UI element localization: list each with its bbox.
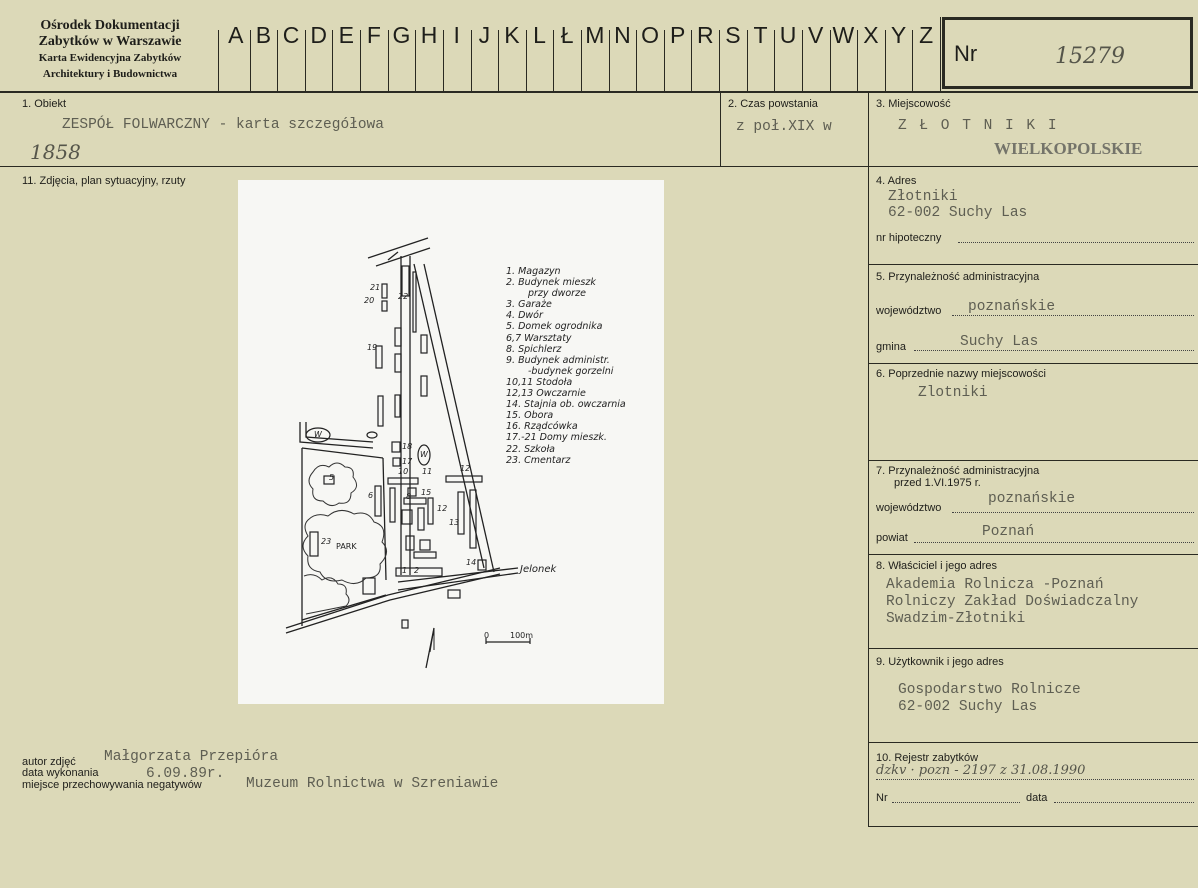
map-label-1: 1: [402, 566, 408, 575]
divider: [218, 30, 219, 92]
map-label-11: 11: [422, 467, 433, 476]
wlasciciel-line2: Rolniczy Zakład Doświadczalny: [886, 594, 1139, 610]
map-label-15: 15: [421, 488, 432, 497]
rejestr-top-line: [876, 779, 1194, 780]
divider: [868, 826, 1198, 827]
przed1975-woj-value: poznańskie: [988, 491, 1076, 507]
map-label-w-north: W: [420, 450, 428, 459]
alphabet-divider: [498, 30, 499, 92]
map-label-6: 6: [368, 491, 374, 500]
alphabet-divider: [912, 30, 913, 92]
miejsce-label: miejsce przechowywania negatywów: [22, 779, 202, 791]
legend-item: 1. Magazyn: [506, 266, 561, 277]
alphabet-divider: [250, 30, 251, 92]
legend-item: 6,7 Warsztaty: [506, 332, 572, 344]
alphabet-letter: N: [614, 22, 631, 48]
alphabet-divider: [774, 30, 775, 92]
legend-item: 5. Domek ogrodnika: [506, 321, 603, 333]
divider: [868, 363, 1198, 364]
legend-item: 3. Garaże: [506, 299, 552, 311]
alphabet-letter: M: [585, 22, 605, 48]
legend-item: 15. Obora: [506, 410, 554, 422]
map-label-w-west: W: [314, 430, 322, 439]
alphabet-divider: [691, 30, 692, 92]
legend-item: 14. Stajnia ob. owczarnia: [506, 399, 626, 411]
obiekt-handwritten-number: 1858: [30, 140, 81, 164]
data-wykonania-value: 6.09.89r.: [146, 766, 225, 782]
divider: [868, 460, 1198, 461]
alphabet-letter: P: [669, 22, 686, 48]
number-value: 15279: [1055, 44, 1125, 69]
alphabet-letter: T: [753, 22, 768, 48]
site-plan-photo: [238, 180, 664, 704]
alphabet-divider: [885, 30, 886, 92]
adres-label: 4. Adres: [876, 175, 917, 187]
alphabet-letter: V: [808, 22, 824, 48]
alphabet-divider: [388, 30, 389, 92]
alphabet-letter: C: [282, 22, 300, 48]
zdjecia-label: 11. Zdjęcia, plan sytuacyjny, rzuty: [22, 175, 186, 187]
hipoteczny-label: nr hipoteczny: [876, 232, 942, 244]
alphabet-letter: Z: [919, 22, 934, 48]
miejscowosc-label: 3. Miejscowość: [876, 98, 951, 110]
map-label-19: 19: [367, 343, 378, 352]
legend-item: 9. Budynek administr.: [506, 354, 610, 366]
map-label-21: 21: [370, 283, 381, 292]
poprzednie-value: Zlotniki: [918, 385, 988, 401]
map-label-12b: 12: [437, 504, 448, 513]
alphabet-letter: O: [641, 22, 659, 48]
alphabet-divider: [830, 30, 831, 92]
alphabet-letter: W: [832, 22, 855, 48]
alphabet-letter: K: [504, 22, 520, 48]
wlasciciel-line3: Swadzim-Złotniki: [886, 611, 1026, 627]
adres-line1: Złotniki: [888, 189, 958, 205]
przynaleznosc-label: 5. Przynależność administracyjna: [876, 271, 1040, 283]
organization-header: [10, 18, 210, 82]
wojewodztwo-label: województwo: [876, 305, 942, 317]
map-scale-zero: 0: [484, 631, 490, 640]
rejestr-nr-label: Nr: [876, 792, 888, 804]
alphabet-letter: U: [779, 22, 797, 48]
org-line-4: Architektury i Budownictwa: [42, 68, 178, 80]
alphabet-divider: [415, 30, 416, 92]
legend-item: 16. Rządcówka: [506, 421, 578, 433]
wlasciciel-line1: Akademia Rolnicza -Poznań: [886, 577, 1104, 593]
wlasciciel-label: 8. Właściciel i jego adres: [876, 560, 998, 572]
przed1975-label-1: 7. Przynależność administracyjna: [876, 465, 1040, 477]
przed1975-woj-line: [952, 512, 1194, 513]
map-road-label: Jelonek: [520, 564, 557, 575]
powiat-value: Poznań: [982, 524, 1035, 540]
legend-item: 23. Cmentarz: [506, 454, 571, 466]
miejscowosc-stamp: WIELKOPOLSKIE: [994, 139, 1143, 158]
org-line-2: Zabytków w Warszawie: [38, 34, 182, 49]
map-label-5: 5: [329, 473, 335, 482]
map-label-23: 23: [321, 537, 332, 546]
data-wykonania-label: data wykonania: [22, 767, 99, 779]
divider: [0, 166, 1198, 167]
rejestr-data-line: [1054, 802, 1194, 803]
map-label-2: 2: [414, 566, 420, 575]
org-line-3: Karta Ewidencyjna Zabytków: [38, 52, 182, 64]
gmina-line: [914, 350, 1194, 351]
map-label-13: 13: [449, 518, 460, 527]
legend-item: 17.-21 Domy mieszk.: [506, 432, 607, 444]
legend-item: przy dworze: [528, 288, 586, 300]
legend-item: 4. Dwór: [506, 310, 543, 322]
number-label: Nr: [954, 41, 978, 66]
powiat-label: powiat: [876, 532, 908, 544]
alphabet-divider: [636, 30, 637, 92]
divider: [868, 742, 1198, 743]
divider: [720, 91, 721, 167]
alphabet-letter: R: [696, 22, 714, 48]
alphabet-letter: F: [366, 22, 381, 48]
rejestr-label: 10. Rejestr zabytków: [876, 752, 979, 764]
obiekt-value: ZESPÓŁ FOLWARCZNY - karta szczegółowa: [62, 117, 384, 133]
poprzednie-label: 6. Poprzednie nazwy miejscowości: [876, 368, 1046, 380]
alphabet-letter: A: [228, 22, 244, 48]
alphabet-letter: I: [453, 22, 460, 48]
map-label-8: 8: [406, 492, 412, 501]
alphabet-divider: [719, 30, 720, 92]
alphabet-letter: E: [338, 22, 354, 48]
divider: [868, 264, 1198, 265]
map-label-17: 17: [402, 457, 413, 466]
gmina-label: gmina: [876, 341, 906, 353]
alphabet-divider: [747, 30, 748, 92]
legend-item: 10,11 Stodoła: [506, 376, 573, 388]
autor-label: autor zdjęć: [22, 756, 76, 768]
map-label-12: 12: [460, 464, 471, 473]
hipoteczny-line: [958, 242, 1194, 243]
alphabet-divider: [360, 30, 361, 92]
rejestr-nr-line: [892, 802, 1020, 803]
map-label-22: 22: [398, 292, 409, 301]
miejsce-value: Muzeum Rolnictwa w Szreniawie: [246, 776, 499, 792]
adres-line2: 62-002 Suchy Las: [888, 205, 1028, 221]
rejestr-handwritten: dzkv · pozn - 2197 z 31.08.1990: [876, 763, 1086, 778]
alphabet-divider: [443, 30, 444, 92]
obiekt-label: 1. Obiekt: [22, 98, 67, 110]
alphabet-divider: [802, 30, 803, 92]
divider: [940, 17, 941, 92]
wojewodztwo-value: poznańskie: [968, 299, 1056, 315]
powiat-line: [914, 542, 1194, 543]
alphabet-divider: [664, 30, 665, 92]
alphabet-divider: [277, 30, 278, 92]
rejestr-data-label: data: [1026, 792, 1048, 804]
map-label-10: 10: [398, 467, 409, 476]
uzytkownik-line2: 62-002 Suchy Las: [898, 699, 1038, 715]
divider: [868, 91, 869, 826]
alphabet-divider: [332, 30, 333, 92]
przed1975-woj-label: województwo: [876, 502, 942, 514]
alphabet-letter: L: [533, 22, 546, 48]
map-label-18: 18: [402, 442, 413, 451]
gmina-value: Suchy Las: [960, 334, 1039, 350]
przed1975-label-2: przed 1.VI.1975 r.: [894, 477, 981, 489]
map-label-20: 20: [364, 296, 375, 305]
divider: [868, 648, 1198, 649]
divider: [868, 554, 1198, 555]
map-label-park: PARK: [336, 542, 357, 551]
alphabet-divider: [581, 30, 582, 92]
alphabet-letter: B: [255, 22, 272, 48]
alphabet-letter: S: [725, 22, 741, 48]
map-scale-label: 100m: [510, 631, 534, 640]
alphabet-divider: [471, 30, 472, 92]
legend-item: 8. Spichlerz: [506, 343, 562, 355]
wojewodztwo-line: [952, 315, 1194, 316]
uzytkownik-label: 9. Użytkownik i jego adres: [876, 656, 1004, 668]
alphabet-letter: G: [392, 22, 411, 48]
miejscowosc-value: Z Ł O T N I K I: [898, 118, 1059, 134]
org-line-1: Ośrodek Dokumentacji: [40, 18, 180, 33]
legend-item: 22. Szkoła: [506, 443, 556, 455]
alphabet-divider: [305, 30, 306, 92]
alphabet-letter: D: [310, 22, 327, 48]
legend-item: 2. Budynek mieszk: [506, 277, 596, 289]
alphabet-letter: X: [863, 22, 879, 48]
alphabet-letter: H: [420, 22, 438, 48]
autor-value: Małgorzata Przepióra: [104, 749, 279, 765]
alphabet-letter: Y: [890, 22, 907, 48]
map-legend: [506, 266, 626, 466]
czas-label: 2. Czas powstania: [728, 98, 818, 110]
legend-item: 12,13 Owczarnie: [506, 388, 586, 400]
map-label-14: 14: [466, 558, 477, 567]
uzytkownik-line1: Gospodarstwo Rolnicze: [898, 682, 1081, 698]
alphabet-divider: [526, 30, 527, 92]
divider: [0, 91, 1198, 93]
alphabet-divider: [857, 30, 858, 92]
alphabet-divider: [609, 30, 610, 92]
legend-item: -budynek gorzelni: [528, 365, 614, 377]
czas-value: z poł.XIX w: [736, 119, 832, 135]
alphabet-divider: [553, 30, 554, 92]
alphabet-letter: Ł: [560, 22, 574, 48]
alphabet-letter: J: [478, 22, 491, 48]
